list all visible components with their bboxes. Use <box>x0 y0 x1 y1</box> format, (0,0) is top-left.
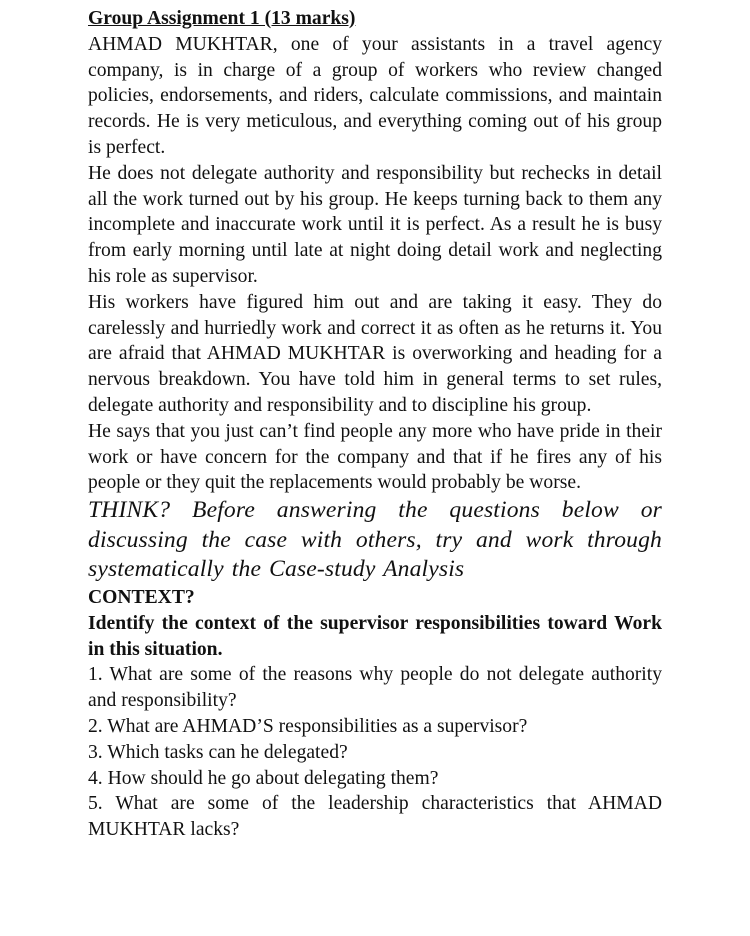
context-heading: CONTEXT? <box>88 586 195 608</box>
question-item-1: 1. What are some of the reasons why people do not delegate authority and responsibility? <box>88 664 662 712</box>
context-instruction: Identify the context of the supervisor responsibilities toward Work in this situation. <box>88 612 662 660</box>
assignment-document <box>88 6 662 843</box>
case-paragraph-4: He says that you just can’t find people any more who have pride in their work or have concern for the company and that if he fires any of his people or they quit the replacements would probably be worse. <box>88 420 662 494</box>
question-item-3: 3. Which tasks can he delegated? <box>88 741 348 763</box>
question-item-2: 2. What are AHMAD’S responsibilities as a supervisor? <box>88 715 528 737</box>
case-paragraph-2: He does not delegate authority and responsibility but rechecks in detail all the work turned out by his group. He keeps turning back to them any incomplete and inaccurate work until it is perfect. As a result he is busy from early morning until late at night doing detail work and neglecting his role as supervisor. <box>88 162 662 287</box>
question-item-5: 5. What are some of the leadership characteristics that AHMAD MUKHTAR lacks? <box>88 793 662 841</box>
think-prompt: THINK? Before answering the questions below or discussing the case with others, try and work through systematically the Case-study Analysis <box>88 497 662 583</box>
question-list <box>88 662 662 843</box>
assignment-title: Group Assignment 1 (13 marks) <box>88 8 356 29</box>
case-paragraph-3: His workers have figured him out and are taking it easy. They do carelessly and hurriedly work and correct it as often as he returns it. You are afraid that AHMAD MUKHTAR is overworking and heading for a nervous breakdown. You have told him in general terms to set rules, delegate authority and responsibility and to discipline his group. <box>88 291 662 416</box>
case-paragraph-1: AHMAD MUKHTAR, one of your assistants in a travel agency company, is in charge of a group of workers who review changed policies, endorsements, and riders, calculate commissions, and maintain records. He is very meticulous, and everything coming out of his group is perfect. <box>88 33 662 158</box>
question-item-4: 4. How should he go about delegating them? <box>88 767 439 789</box>
